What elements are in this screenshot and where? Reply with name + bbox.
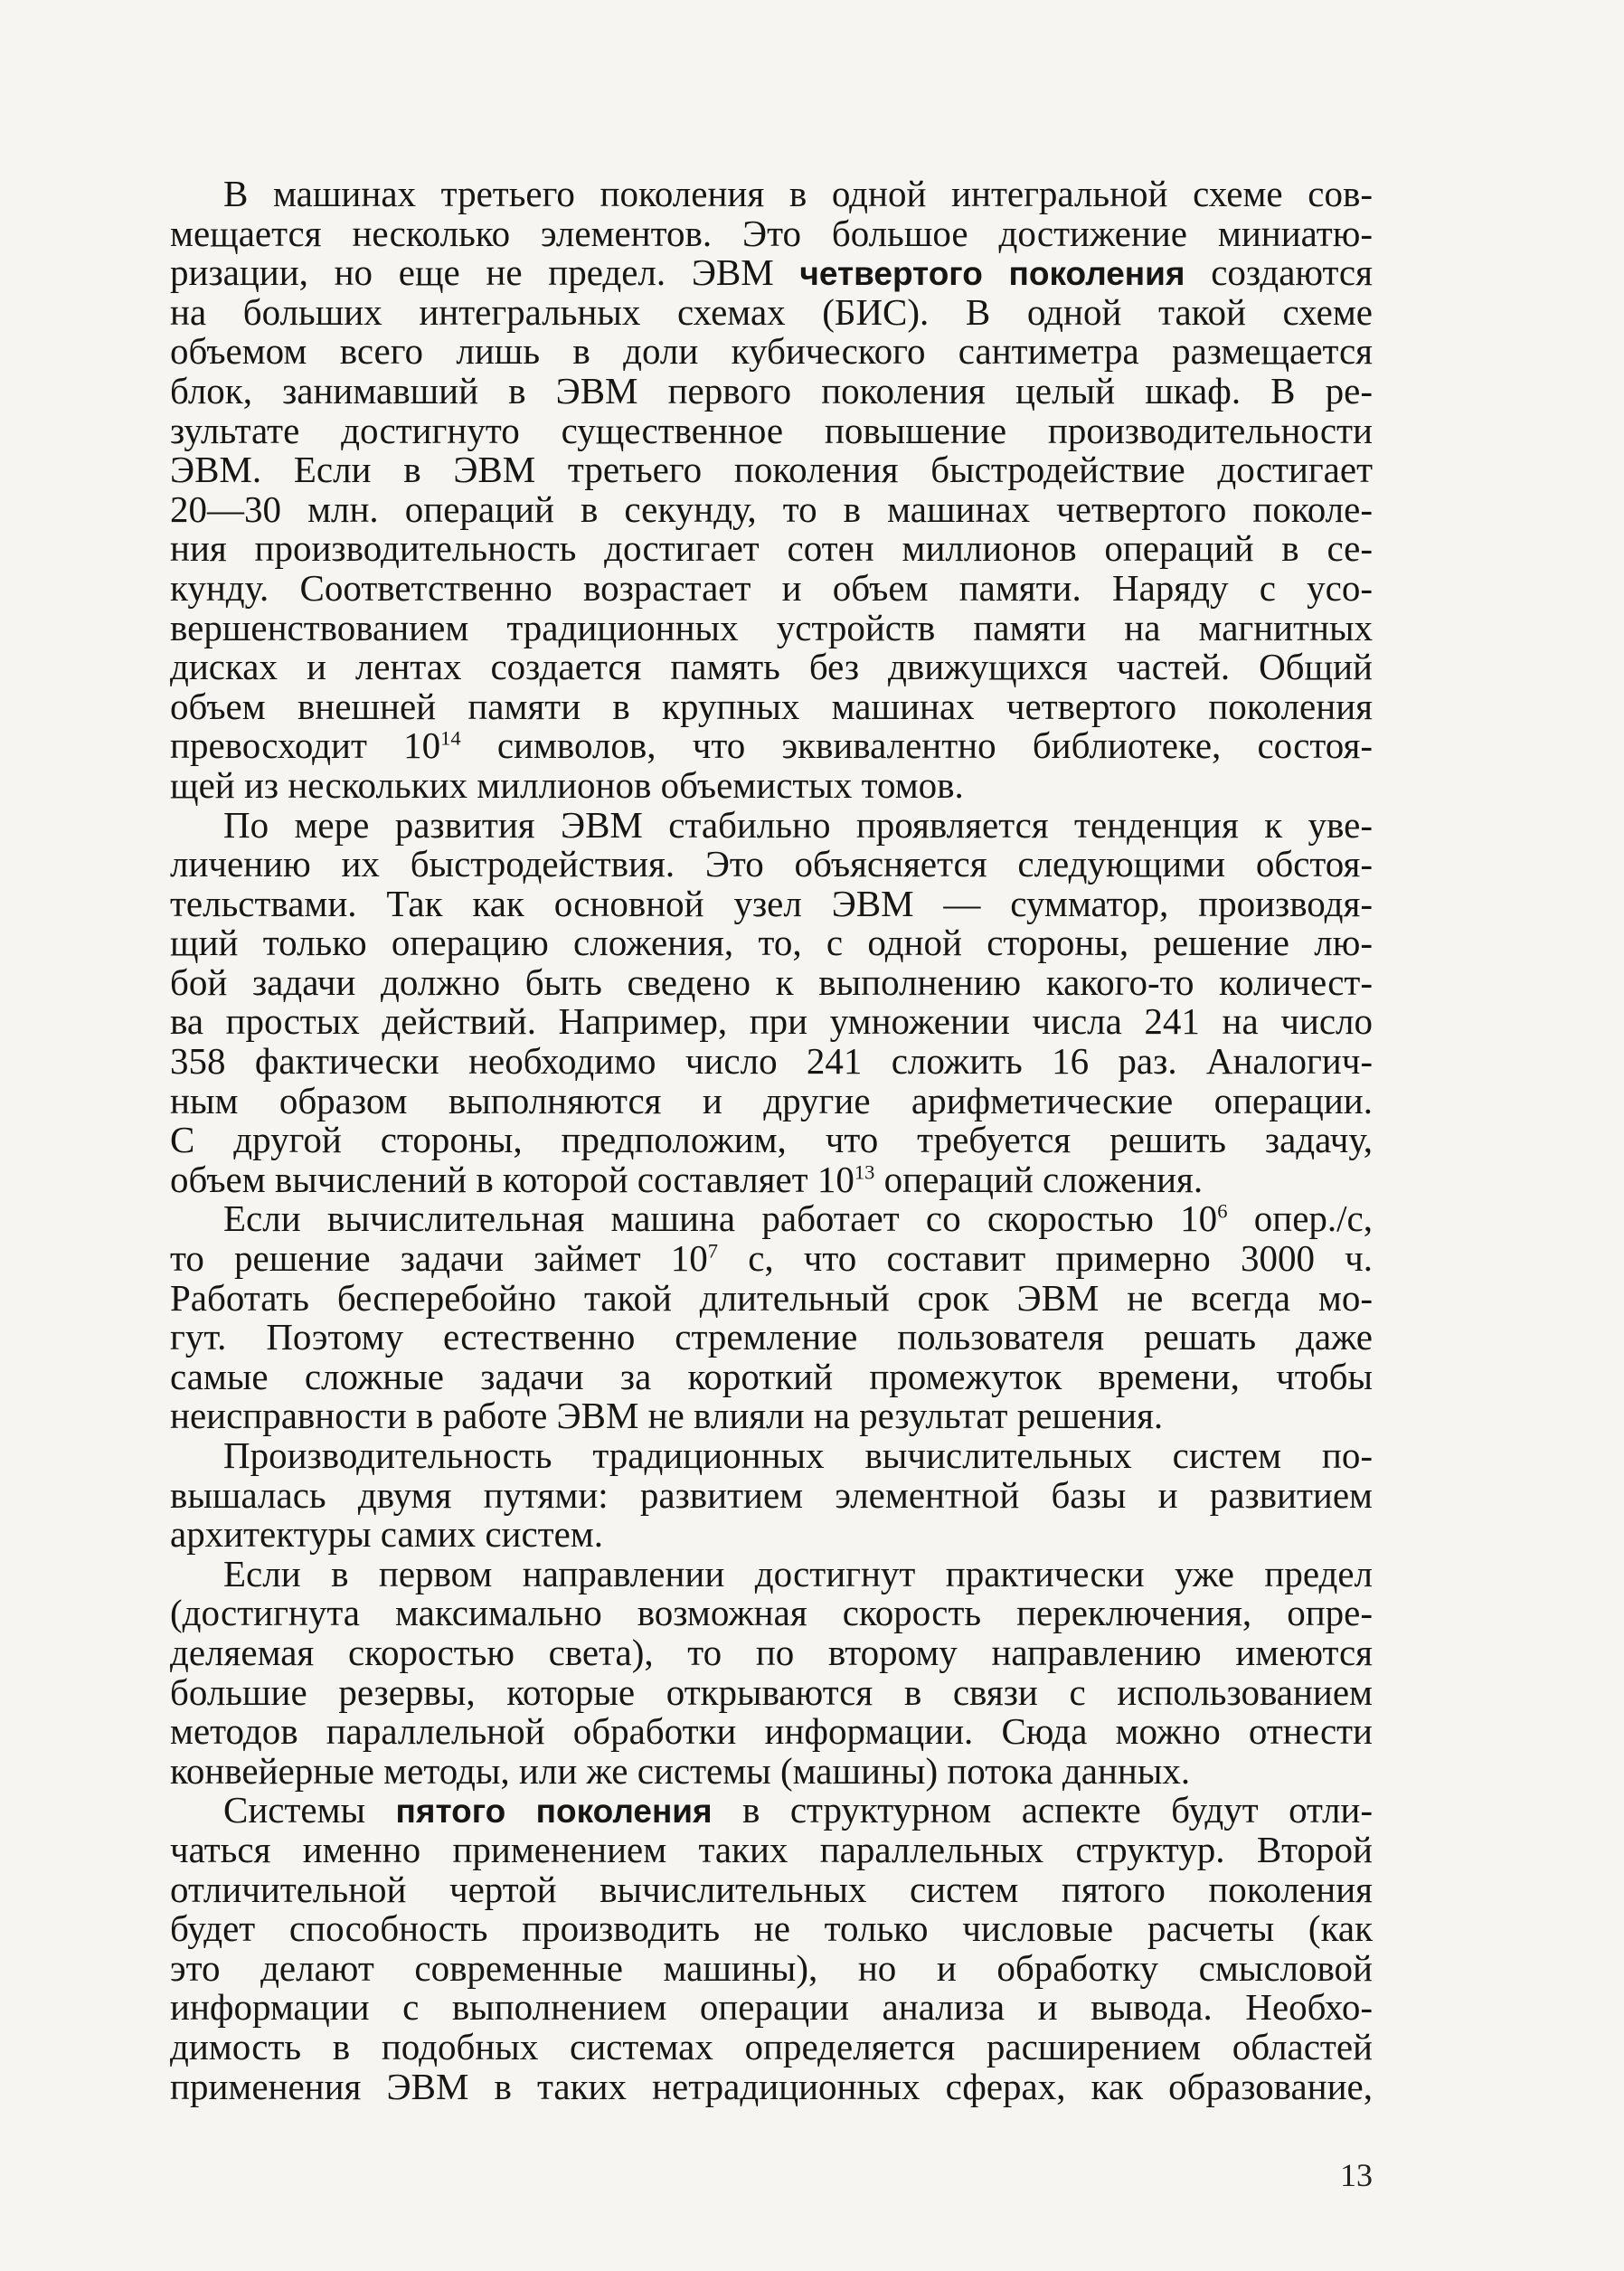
text-line: По мере развития ЭВМ стабильно проявляется тенденция к уве- <box>223 803 1373 846</box>
text-line: щий только операцию сложения, то, с одной стороны, решение лю- <box>170 922 1373 964</box>
text-line: применения ЭВМ в таких нетрадиционных сферах, как образование, <box>170 2065 1373 2107</box>
text-line: тельствами. Так как основной узел ЭВМ — сумматор, производя- <box>170 882 1373 924</box>
text-line: дисках и лентах создается память без движущихся частей. Общий <box>170 646 1373 688</box>
text-line: 358 фактически необходимо число 241 сложить 16 раз. Аналогич- <box>170 1040 1373 1083</box>
text-line: 20—30 млн. операций в секунду, то в машинах четвертого поколе- <box>170 487 1373 530</box>
text-line: С другой стороны, предположим, что требуется решить задачу, <box>170 1119 1373 1161</box>
text-line: ЭВМ. Если в ЭВМ третьего поколения быстродействие достигает <box>170 449 1373 491</box>
text-line: кунду. Соответственно возрастает и объем памяти. Наряду с усо- <box>170 566 1373 609</box>
bold-term: четвертого поколения <box>799 255 1185 293</box>
exponent: 6 <box>1217 1199 1228 1223</box>
text-line: это делают современные машины), но и обработку смысловой <box>170 1946 1373 1989</box>
paragraph <box>170 1791 1373 2106</box>
bold-term: пятого поколения <box>395 1793 713 1831</box>
exponent: 14 <box>440 726 461 750</box>
text-line: гут. Поэтому естественно стремление пользователя решать даже <box>170 1316 1373 1358</box>
text-line: отличительной чертой вычислительных систем пятого поколения <box>170 1868 1373 1910</box>
paragraph <box>170 803 1373 1200</box>
text-line: димость в подобных системах определяется расширением областей <box>170 2025 1373 2068</box>
text-line: методов параллельной обработки информации. Сюда можно отнести <box>170 1710 1373 1753</box>
text-line: зультате достигнуто существенное повышение производительности <box>170 409 1373 451</box>
paragraph <box>170 175 1373 806</box>
text-line: на больших интегральных схемах (БИС). В одной такой схеме <box>170 290 1373 333</box>
text-line: Работать бесперебойно такой длительный срок ЭВМ не всегда мо- <box>170 1276 1373 1319</box>
text-line: Системы пятого поколения в структурном аспекте будут отли- <box>223 1789 1373 1831</box>
text-line: Производительность традиционных вычислительных систем по- <box>223 1434 1373 1476</box>
text-line: будет способность производить не только числовые расчеты (как <box>170 1907 1373 1950</box>
exponent: 13 <box>854 1160 875 1184</box>
text-line: конвейерные методы, или же системы (машины) потока данных. <box>170 1749 1191 1792</box>
text-line: мещается несколько элементов. Это большое достижение миниатю- <box>170 212 1373 254</box>
paragraph <box>170 1199 1373 1436</box>
text-line: ризации, но еще не предел. ЭВМ четвертого поколения создаются <box>170 251 1373 294</box>
text-line: то решение задачи займет $10^7$ с, что составит примерно 3000 ч. <box>170 1237 1373 1280</box>
text-line: превосходит $10^{14}$ символов, что эквивалентно библиотеке, состоя- <box>170 724 1374 767</box>
text-line: чаться именно применением таких параллельных структур. Второй <box>170 1828 1373 1870</box>
text-line: ным образом выполняются и другие арифметические операции. <box>170 1079 1373 1121</box>
text-line: вышалась двумя путями: развитием элементной базы и развитием <box>170 1473 1373 1516</box>
text-line: Если вычислительная машина работает со скоростью $10^6$ опер./с, <box>223 1197 1373 1240</box>
text-line: объем вычислений в которой составляет $10^{13}$ операций сложения. <box>170 1158 1204 1200</box>
text-line: ния производительность достигает сотен миллионов операций в се- <box>170 527 1373 570</box>
text-line: В машинах третьего поколения в одной интегральной схеме сов- <box>223 173 1373 214</box>
text-line: объем внешней памяти в крупных машинах четвертого поколения <box>170 685 1373 727</box>
text-line: деляемая скоростью света), то по второму направлению имеются <box>170 1631 1373 1673</box>
text-line: большие резервы, которые открываются в связи с использованием <box>170 1670 1373 1713</box>
exponent: 7 <box>707 1239 719 1263</box>
text-line: ва простых действий. Например, при умножении числа 241 на число <box>170 1000 1373 1043</box>
text-line: щей из нескольких миллионов объемистых томов. <box>170 763 964 806</box>
text-line: неисправности в работе ЭВМ не влияли на результат решения. <box>170 1395 1164 1437</box>
text-line: объемом всего лишь в доли кубического сантиметра размещается <box>170 330 1373 373</box>
text-line: вершенствованием традиционных устройств памяти на магнитных <box>170 606 1373 648</box>
text-line: информации с выполнением операции анализа и вывода. Необхо- <box>170 1986 1373 2029</box>
paragraph <box>170 1552 1373 1792</box>
paragraph <box>170 1436 1373 1555</box>
text-line: (достигнута максимально возможная скорость переключения, опре- <box>170 1592 1373 1634</box>
text-line: Если в первом направлении достигнут практически уже предел <box>223 1552 1373 1594</box>
page-body <box>170 175 1373 2106</box>
text-line: архитектуры самих систем. <box>170 1513 603 1556</box>
text-line: личению их быстродействия. Это объясняется следующими обстоя- <box>170 843 1373 885</box>
text-line: бой задачи должно быть сведено к выполнению какого-то количест- <box>170 960 1373 1003</box>
text-line: блок, занимавший в ЭВМ первого поколения целый шкаф. В ре- <box>170 369 1373 412</box>
text-line: самые сложные задачи за короткий промежуток времени, чтобы <box>170 1355 1373 1397</box>
page-number: 13 <box>1340 2157 1373 2193</box>
